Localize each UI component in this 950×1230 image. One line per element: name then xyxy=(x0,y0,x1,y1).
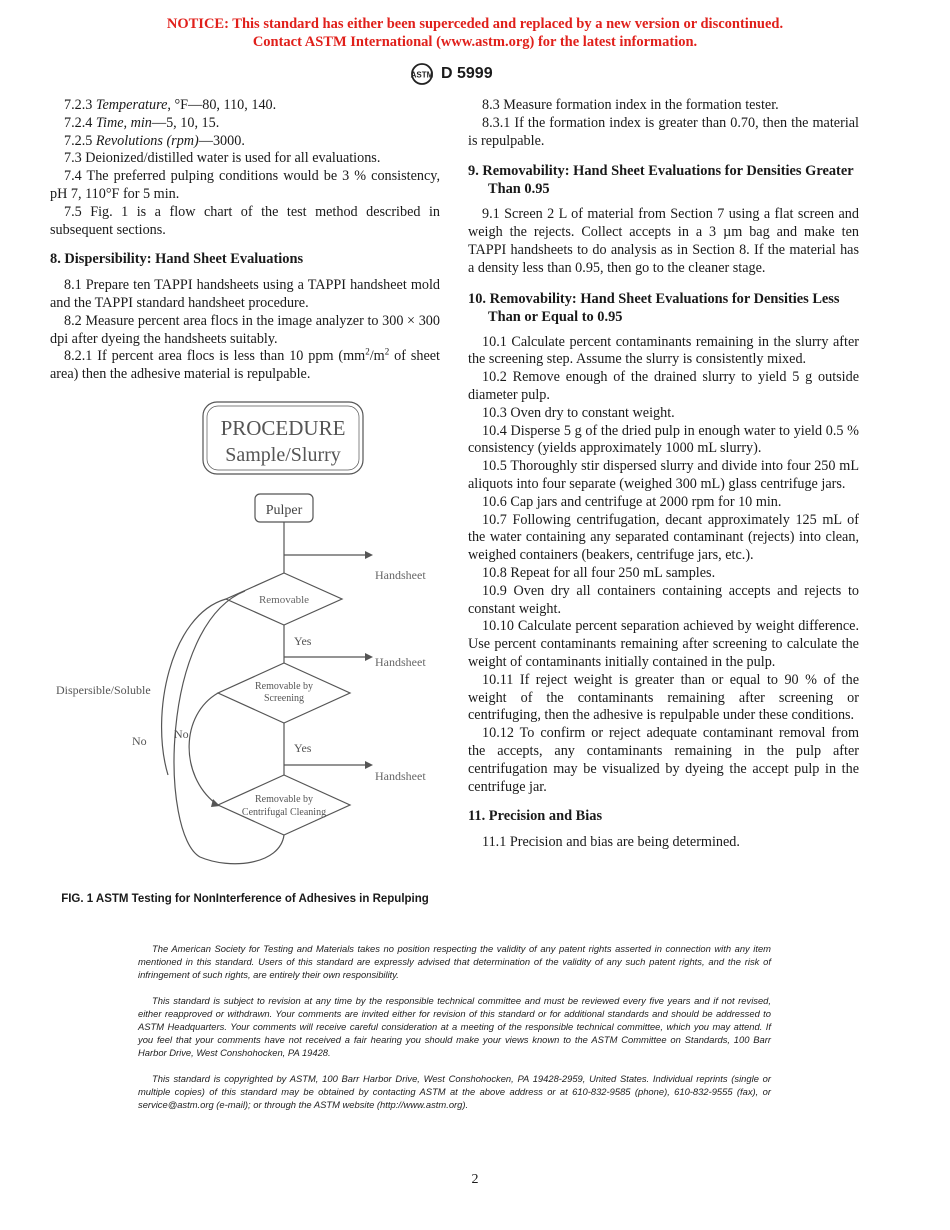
designation: D 5999 xyxy=(441,65,493,82)
para-8-3: 8.3 Measure formation index in the formation tester. xyxy=(482,97,779,113)
no-label-1: No xyxy=(132,734,147,748)
para-10-12: 10.12 To confirm or reject adequate contaminant removal from the accepts, any contaminants remaining in the pulp after centrifugation may be visualized by dyeing the accept pulp in the centrifuge jar. xyxy=(468,725,859,795)
para-8-2-1: 8.2.1 If percent area flocs is less than 10 ppm ($mm^2/m^2$ of sheet area) then the adhesive material is repulpable. xyxy=(50,346,440,383)
centrifugal-label-1: Removable by xyxy=(254,794,314,805)
figure-1-flowchart xyxy=(50,395,445,880)
para-7-2-3: 7.2.3 Temperature, °F—80, 110, 140. xyxy=(64,97,277,113)
page-number: 2 xyxy=(471,1172,479,1187)
para-10-5: 10.5 Thoroughly stir dispersed slurry and divide into four 250 mL aliquots into four separate (weighed 300 mL) glass centrifuge jars. xyxy=(468,458,859,492)
para-7-4: 7.4 The preferred pulping conditions would be 3 % consistency, pH 7, 110°F for 5 min. xyxy=(50,168,440,202)
handsheet-label-1: Handsheet xyxy=(375,568,426,582)
para-10-3: 10.3 Oven dry to constant weight. xyxy=(482,404,675,421)
para-8-1: 8.1 Prepare ten TAPPI handsheets using a TAPPI handsheet mold and the TAPPI standard handsheet procedure. xyxy=(50,277,440,311)
yes-label-1: Yes xyxy=(294,634,312,648)
para-11-1: 11.1 Precision and bias are being determined. xyxy=(482,834,740,851)
notice-banner xyxy=(0,15,950,51)
para-10-2: 10.2 Remove enough of the drained slurry to yield 5 g outside diameter pulp. xyxy=(468,369,859,403)
section-11-heading: 11. Precision and Bias xyxy=(468,808,603,825)
para-7-2-5: 7.2.5 Revolutions (rpm)—3000. xyxy=(64,132,245,149)
astm-logo-icon xyxy=(410,63,434,85)
pulper-label: Pulper xyxy=(265,503,303,518)
dispersible-label: Dispersible/Soluble xyxy=(56,683,151,697)
para-9-1: 9.1 Screen 2 L of material from Section 7 using a flat screen and weigh the rejects. Collect accepts in a 3 µm bag and make ten TAPPI handsheets to do analysis as in Section 8. If the material has a density less than 0.95, then go to the cleaner stage. xyxy=(468,206,859,276)
para-7-5: 7.5 Fig. 1 is a flow chart of the test method described in subsequent sections. xyxy=(50,203,440,238)
handsheet-label-2: Handsheet xyxy=(375,655,426,669)
para-10-8: 10.8 Repeat for all four 250 mL samples. xyxy=(482,564,716,581)
notice-line-1: NOTICE: This standard has either been superceded and replaced by a new version or discontinued. xyxy=(166,16,784,32)
procedure-subtitle: Sample/Slurry xyxy=(225,444,341,466)
section-9-heading: 9. Removability: Hand Sheet Evaluations for Densities Greater Than 0.95 xyxy=(468,163,854,198)
para-7-3: 7.3 Deionized/distilled water is used for all evaluations. xyxy=(64,150,381,167)
para-10-1: 10.1 Calculate percent contaminants remaining in the slurry after the screening step. Assume the slurry is consistently mixed. xyxy=(468,333,859,368)
para-10-11: 10.11 If reject weight is greater than or equal to 90 % of the weight of the contaminants remaining after screening or centrifuging, then the adhesive is repulpable under these conditions. xyxy=(468,671,859,724)
section-8-heading: 8. Dispersibility: Hand Sheet Evaluations xyxy=(50,251,304,268)
copyright-notice: This standard is copyrighted by ASTM, 100 Barr Harbor Drive, West Conshohocken, PA 19428-2959, United States. Individual reprints (single or multiple copies) of this standard may be obtained by contacting ASTM at the above address or at 610-832-9585 (phone), 610-832-9555 (fax), or service@astm.org (e-mail); or through the ASTM website (http://www.astm.org). xyxy=(138,1072,771,1111)
screening-label-2: Screening xyxy=(264,693,304,704)
para-10-10: 10.10 Calculate percent separation achieved by weight difference. Use percent contaminants remaining after screening to calculate the weight of contaminants initially contained in the pulp. xyxy=(468,618,859,670)
yes-label-2: Yes xyxy=(294,741,312,755)
no-label-2: No xyxy=(174,727,189,741)
para-8-3-1: 8.3.1 If the formation index is greater than 0.70, then the material is repulpable. xyxy=(468,114,859,149)
handsheet-label-3: Handsheet xyxy=(375,769,426,783)
svg-text:ASTM: ASTM xyxy=(410,70,434,80)
centrifugal-label-2: Centrifugal Cleaning xyxy=(241,807,327,818)
left-column xyxy=(50,97,440,384)
figure-1-caption: FIG. 1 ASTM Testing for NonInterference of Adhesives in Repulping xyxy=(61,893,429,905)
centrifugal-diamond xyxy=(218,775,350,835)
para-10-6: 10.6 Cap jars and centrifuge at 2000 rpm for 10 min. xyxy=(482,493,782,510)
procedure-title: PROCEDURE xyxy=(220,416,346,440)
revision-notice: This standard is subject to revision at any time by the responsible technical committee and must be reviewed every five years and if not revised, either reapproved or withdrawn. Your comments are invited either for revision of this standard or for additional standards and should be addressed to ASTM Headquarters. Your comments will receive careful consideration at a meeting of the responsible technical committee, which you may attend. If you feel that your comments have not received a fair hearing you should make your views known to the ASTM Committee on Standards, 100 Barr Harbor Drive, West Conshohocken, PA 19428. xyxy=(138,994,771,1059)
para-8-2: 8.2 Measure percent area flocs in the image analyzer to 300 × 300 dpi after dyeing the handsheets suitably. xyxy=(50,312,440,347)
notice-line-2: Contact ASTM International (www.astm.org) for the latest information. xyxy=(252,34,698,50)
document-header xyxy=(410,63,493,85)
para-10-4: 10.4 Disperse 5 g of the dried pulp in enough water to yield 0.5 % consistency (yields approximately 1000 mL slurry). xyxy=(468,422,859,457)
screening-label-1: Removable by xyxy=(254,681,314,692)
section-10-heading: 10. Removability: Hand Sheet Evaluations for Densities Less Than or Equal to 0.95 xyxy=(468,290,840,325)
patent-notice: The American Society for Testing and Materials takes no position respecting the validity of any patent rights asserted in connection with any item mentioned in this standard. Users of this standard are expressly advised that determination of the validity of any such patent rights, and the risk of infringement of such rights, are entirely their own responsibility. xyxy=(138,943,771,981)
footer-notes xyxy=(138,942,771,1123)
para-7-2-4: 7.2.4 Time, min—5, 10, 15. xyxy=(64,114,220,131)
para-10-7: 10.7 Following centrifugation, decant approximately 125 mL of the water containing any separated contaminant (rejects) into clean, weighed containers (beakers, centrifuge jars, etc.). xyxy=(468,511,859,564)
removable-label: Removable xyxy=(258,594,310,606)
right-column xyxy=(468,97,859,852)
para-10-9: 10.9 Oven dry all containers containing accepts and rejects to constant weight. xyxy=(468,582,859,617)
